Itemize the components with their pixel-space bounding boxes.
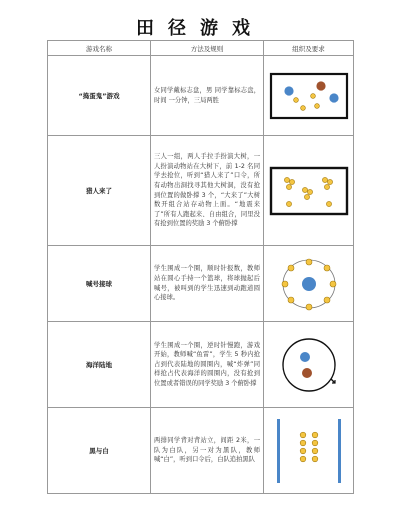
- game-diagram-3: [264, 246, 354, 322]
- table-row: [48, 408, 354, 494]
- header-method-rules: 方法及规则: [151, 41, 264, 56]
- game-name: 猎人来了: [48, 136, 151, 246]
- smiley-icon: [288, 265, 294, 271]
- smiley-icon: [324, 265, 330, 271]
- table-row: [48, 246, 354, 322]
- smiley-icon: [289, 179, 294, 184]
- smiley-icon: [310, 93, 315, 98]
- diagram-5-svg: [269, 415, 349, 487]
- diagram-2-svg: [269, 166, 349, 216]
- game-diagram-5: [264, 408, 354, 494]
- smiley-icon: [324, 297, 330, 303]
- smiley-icon: [302, 187, 307, 192]
- smiley-icon: [300, 448, 306, 454]
- brown-marker: [316, 81, 325, 90]
- smiley-icon: [282, 281, 288, 287]
- smiley-icon: [312, 456, 318, 462]
- header-organization: 组织及要求: [264, 41, 354, 56]
- land-circle: [302, 368, 312, 378]
- game-diagram-2: [264, 136, 354, 246]
- game-diagram-1: [264, 56, 354, 136]
- sea-circle: [300, 352, 310, 362]
- smiley-icon: [330, 281, 336, 287]
- diagram-4-svg: [269, 333, 349, 397]
- game-rule: 两排同学背对背站立，间距 2米，一队为白队，另一对为黑队，教师喊“白”，听到口令后，白队追拍黑队: [151, 408, 264, 494]
- smiley-icon: [286, 201, 291, 206]
- smiley-icon: [326, 201, 331, 206]
- smiley-icon: [293, 97, 298, 102]
- smiley-icon: [314, 103, 319, 108]
- smiley-icon: [324, 184, 329, 189]
- smiley-icon: [312, 448, 318, 454]
- game-rule: 学生围成一个圈，顺时针报数，教师站在圆心手持一个篮球，将球抛起后喊号，被叫到的学生迅速到动跑道圆心接球。: [151, 246, 264, 322]
- blue-marker: [329, 93, 338, 102]
- table-row: [48, 322, 354, 408]
- game-rule: 女同学戴标志盘，男 同学靠标志盘，时间 一分钟，三局两胜: [151, 56, 264, 136]
- center-ball: [302, 277, 316, 291]
- game-rule: 三人一组，两人手拉手扮演大树，一人扮演动物站在大树下，前 1-2 名同学去抢位，听到“猎人来了”口令，所有动物出洞找寻其他大树洞，没有抢到位置的做卧撑 3 个，“大来了”大树数开组合站存动物上面。“地震来了”所有人跑起来、自由组合，同里没有抢到位置的奖励 3 个俯卧撑: [151, 136, 264, 246]
- diagram-1-svg: [269, 72, 349, 120]
- smiley-icon: [306, 259, 312, 265]
- smiley-icon: [322, 177, 327, 182]
- game-name: 海洋陆地: [48, 322, 151, 408]
- smiley-icon: [300, 456, 306, 462]
- game-name: 黑与白: [48, 408, 151, 494]
- table-header-row: [48, 41, 354, 56]
- game-rule: 学生围成一个圈，逆时针慢跑，游戏开始，教师喊“鱼雷”，学生 5 秒内抢占到代表陆地的圆圈内，喊“炸弹”同样抢占代表海洋的圆圈内，没有抢到位置或者错误的同学奖励 3 个俯卧撑: [151, 322, 264, 408]
- diagram-3-svg: [269, 252, 349, 316]
- game-name: “捣蛋鬼”游戏: [48, 56, 151, 136]
- table-row: [48, 56, 354, 136]
- header-game-name: 游戏名称: [48, 41, 151, 56]
- right-boundary-line: [338, 419, 341, 483]
- smiley-icon: [300, 440, 306, 446]
- game-name: 喊号接球: [48, 246, 151, 322]
- smiley-icon: [312, 440, 318, 446]
- smiley-icon: [286, 184, 291, 189]
- smiley-icon: [312, 432, 318, 438]
- smiley-icon: [300, 105, 305, 110]
- smiley-icon: [288, 297, 294, 303]
- smiley-icon: [284, 177, 289, 182]
- page-title: 田径游戏: [136, 18, 264, 39]
- table-row: [48, 136, 354, 246]
- smiley-icon: [327, 179, 332, 184]
- left-boundary-line: [277, 419, 280, 483]
- blue-marker: [284, 86, 293, 95]
- smiley-icon: [306, 304, 312, 310]
- arrow-icon: [331, 379, 335, 383]
- running-circle: [283, 339, 335, 391]
- smiley-icon: [300, 432, 306, 438]
- games-table: [47, 40, 354, 494]
- smiley-icon: [304, 194, 309, 199]
- game-diagram-4: [264, 322, 354, 408]
- smiley-icon: [307, 189, 312, 194]
